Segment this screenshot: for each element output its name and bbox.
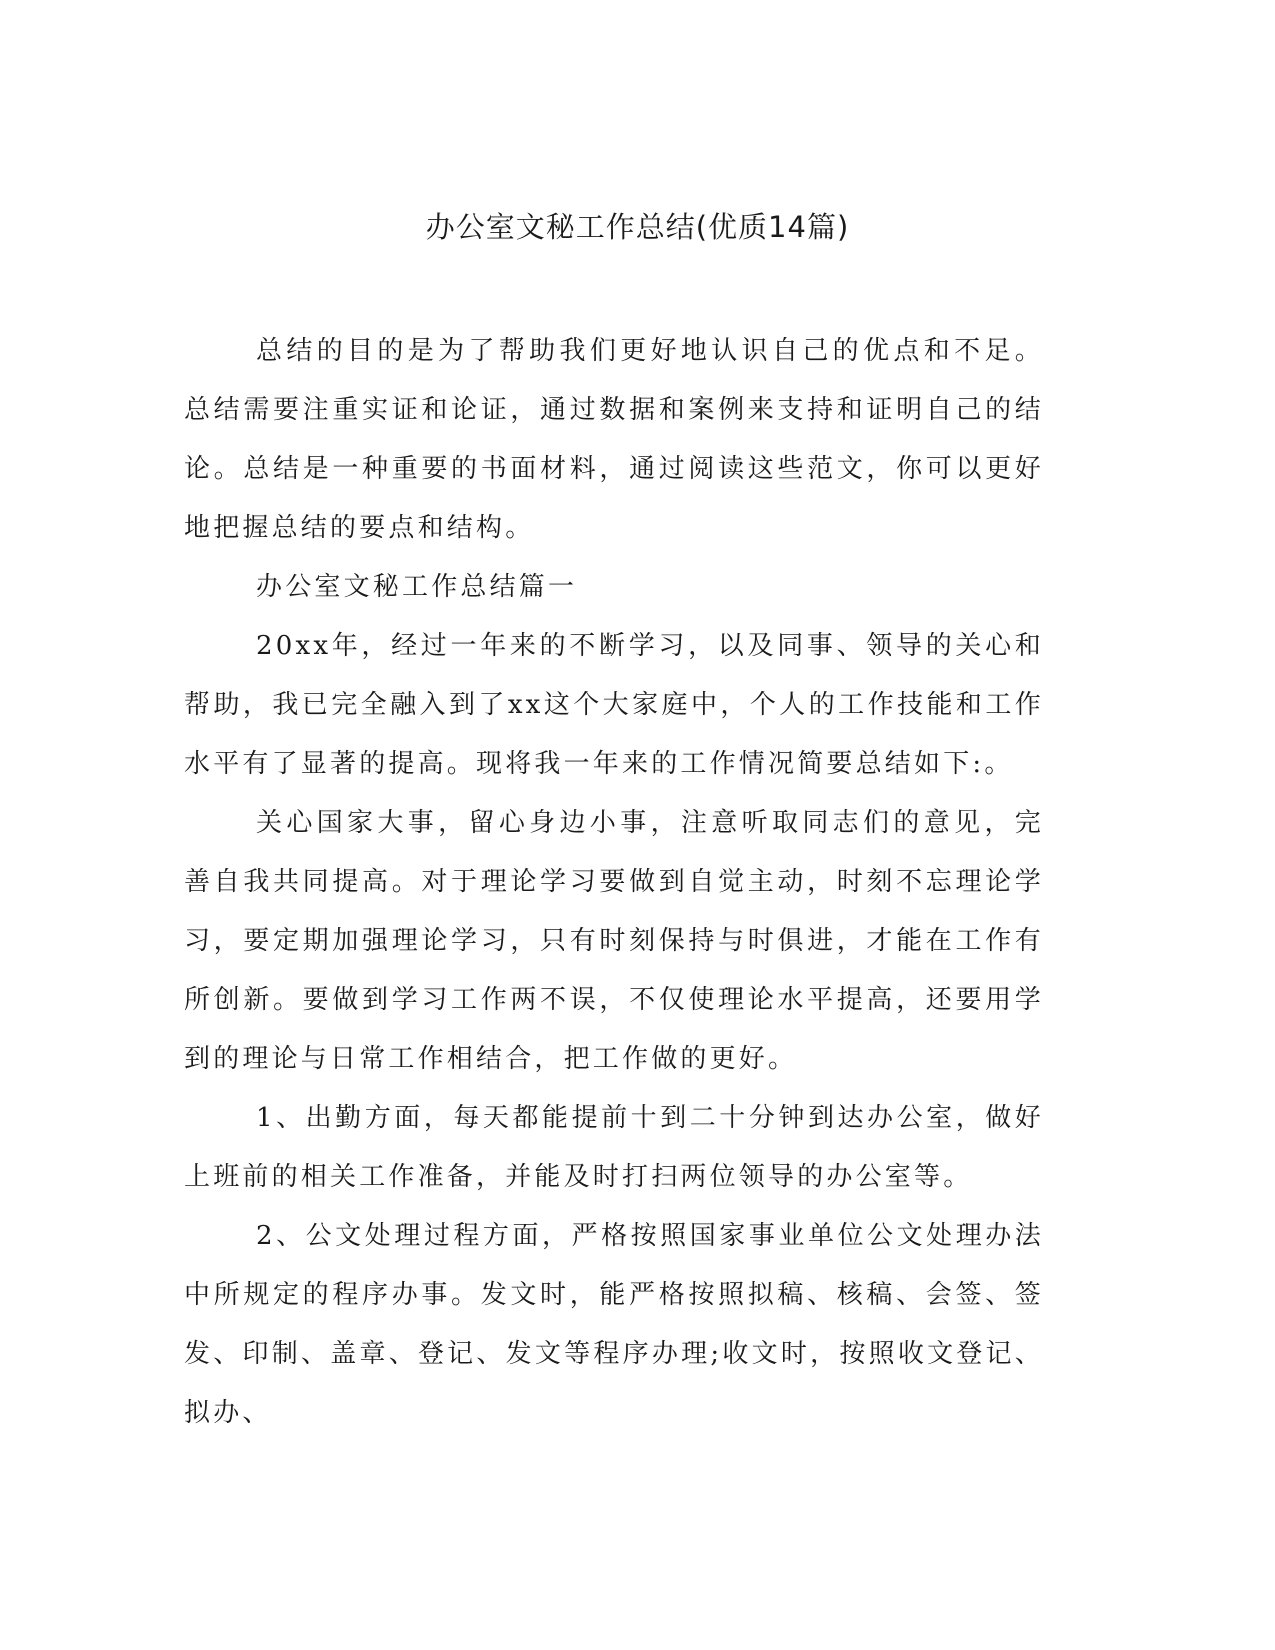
body-paragraph: 20xx年，经过一年来的不断学习，以及同事、领导的关心和帮助，我已完全融入到了xx这个大家庭中，个人的工作技能和工作水平有了显著的提高。现将我一年来的工作情况简要总结如下:。 (184, 631, 1044, 779)
document-body (184, 322, 1044, 1443)
intro-paragraph: 总结的目的是为了帮助我们更好地认识自己的优点和不足。总结需要注重实证和论证，通过数据和案例来支持和证明自己的结论。总结是一种重要的书面材料，通过阅读这些范文，你可以更好地把握总结的要点和结构。 (184, 336, 1044, 543)
body-paragraph: 关心国家大事，留心身边小事，注意听取同志们的意见，完善自我共同提高。对于理论学习要做到自觉主动，时刻不忘理论学习，要定期加强理论学习，只有时刻保持与时俱进，才能在工作有所创新。要做到学习工作两不误，不仅使理论水平提高，还要用学到的理论与日常工作相结合，把工作做的更好。 (184, 808, 1044, 1074)
list-item-attendance: 1、出勤方面，每天都能提前十到二十分钟到达办公室，做好上班前的相关工作准备，并能及时打扫两位领导的办公室等。 (184, 1103, 1044, 1192)
document-title: 办公室文秘工作总结(优质14篇) (425, 210, 850, 244)
list-item-document-processing: 2、公文处理过程方面，严格按照国家事业单位公文处理办法中所规定的程序办事。发文时，能严格按照拟稿、核稿、会签、签发、印制、盖章、登记、发文等程序办理;收文时，按照收文登记、拟办、 (184, 1221, 1044, 1428)
section-heading: 办公室文秘工作总结篇一 (256, 572, 578, 602)
